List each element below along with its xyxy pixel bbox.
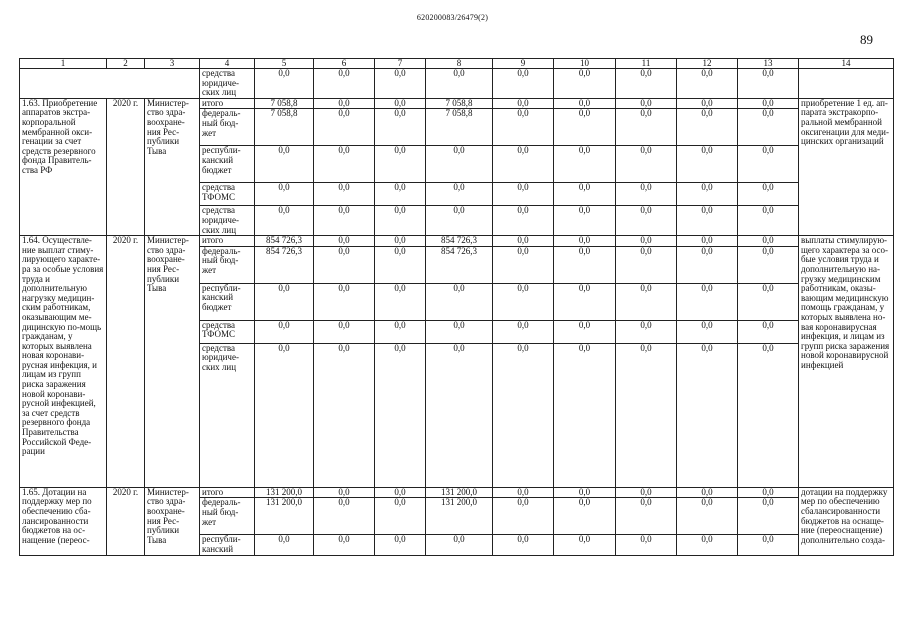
page-number: 89 bbox=[860, 32, 873, 47]
value-cell: 0,0 bbox=[616, 183, 677, 206]
value-cell: 0,0 bbox=[677, 320, 738, 343]
value-cell: 0,0 bbox=[314, 109, 375, 146]
value-cell: 0,0 bbox=[375, 246, 426, 283]
value-cell: 0,0 bbox=[554, 69, 616, 99]
value-cell: 0,0 bbox=[677, 498, 738, 535]
value-cell: 0,0 bbox=[493, 320, 554, 343]
value-cell: 0,0 bbox=[493, 535, 554, 555]
year-cell: 2020 г. bbox=[107, 487, 145, 555]
value-cell: 0,0 bbox=[375, 343, 426, 487]
source-cell: средства ТФОМС bbox=[200, 183, 255, 206]
value-cell: 0,0 bbox=[493, 246, 554, 283]
value-cell: 0,0 bbox=[493, 146, 554, 183]
value-cell: 0,0 bbox=[738, 236, 799, 247]
value-cell: 0,0 bbox=[426, 283, 493, 320]
value-cell: 0,0 bbox=[738, 146, 799, 183]
value-cell: 0,0 bbox=[677, 206, 738, 236]
source-cell: республи-канский бюджет bbox=[200, 146, 255, 183]
measure-name-cell: 1.63. Приобретение аппаратов экстра-корпоральной мембранной окси-генации за счет средств резервного фонда Правитель-ства РФ bbox=[20, 98, 107, 235]
value-cell: 0,0 bbox=[738, 98, 799, 109]
value-cell: 0,0 bbox=[677, 69, 738, 99]
value-cell: 0,0 bbox=[554, 98, 616, 109]
organization-cell: Министер-ство здра-воохране-ния Рес-публики Тыва bbox=[145, 487, 200, 555]
measure-name-cell: 1.64. Осуществле-ние выплат стиму-лирующего характе-ра за особые условия труда и дополнительную нагрузку медицин-ским работникам, оказывающим ме-дицинскую по-мощь гражданам, у которых выявлена новая коронави-русная инфекция, и лицам из групп риска заражения новой коронави-русной инфекцией, за счет средств резервного фонда Правительства Российской Феде-рации bbox=[20, 236, 107, 488]
value-cell: 0,0 bbox=[616, 283, 677, 320]
value-cell: 0,0 bbox=[493, 183, 554, 206]
value-cell: 0,0 bbox=[493, 69, 554, 99]
value-cell: 854 726,3 bbox=[255, 236, 314, 247]
table-row bbox=[20, 236, 894, 247]
value-cell: 0,0 bbox=[314, 343, 375, 487]
value-cell: 0,0 bbox=[738, 343, 799, 487]
continuation-note-cell bbox=[799, 69, 894, 99]
value-cell: 7 058,8 bbox=[255, 109, 314, 146]
source-cell: средства ТФОМС bbox=[200, 320, 255, 343]
value-cell: 0,0 bbox=[738, 183, 799, 206]
value-cell: 0,0 bbox=[554, 236, 616, 247]
source-cell: федераль-ный бюд-жет bbox=[200, 498, 255, 535]
value-cell: 0,0 bbox=[738, 283, 799, 320]
column-header: 14 bbox=[799, 59, 894, 69]
column-header: 13 bbox=[738, 59, 799, 69]
source-cell: итого bbox=[200, 236, 255, 247]
column-header: 9 bbox=[493, 59, 554, 69]
value-cell: 0,0 bbox=[255, 69, 314, 99]
budget-table bbox=[19, 58, 894, 556]
continuation-empty-cell bbox=[20, 69, 200, 99]
column-header: 10 bbox=[554, 59, 616, 69]
value-cell: 7 058,8 bbox=[426, 109, 493, 146]
value-cell: 0,0 bbox=[616, 498, 677, 535]
source-cell: средства юридиче-ских лиц bbox=[200, 69, 255, 99]
continuation-row bbox=[20, 69, 894, 99]
source-cell: средства юридиче-ских лиц bbox=[200, 343, 255, 487]
value-cell: 0,0 bbox=[616, 206, 677, 236]
value-cell: 0,0 bbox=[493, 206, 554, 236]
value-cell: 7 058,8 bbox=[255, 98, 314, 109]
value-cell: 0,0 bbox=[677, 535, 738, 555]
source-cell: республи-канский bbox=[200, 535, 255, 555]
organization-cell: Министер-ство здра-воохране-ния Рес-публики Тыва bbox=[145, 98, 200, 235]
value-cell: 0,0 bbox=[255, 206, 314, 236]
value-cell: 0,0 bbox=[375, 206, 426, 236]
column-header: 6 bbox=[314, 59, 375, 69]
value-cell: 854 726,3 bbox=[255, 246, 314, 283]
value-cell: 0,0 bbox=[375, 69, 426, 99]
value-cell: 0,0 bbox=[493, 343, 554, 487]
value-cell: 0,0 bbox=[375, 98, 426, 109]
value-cell: 0,0 bbox=[314, 246, 375, 283]
result-note-cell: выплаты стимулирую-щего характера за осо-бые условия труда и дополнительную на-грузку медицинским работникам, оказы-вающим медицинскую помощь гражданам, у которых выявлена но-вая коронавирусная инфекция, и лицам из групп риска заражения новой коронавирусной инфекцией bbox=[799, 236, 894, 488]
value-cell: 0,0 bbox=[375, 146, 426, 183]
value-cell: 0,0 bbox=[554, 246, 616, 283]
value-cell: 0,0 bbox=[677, 236, 738, 247]
value-cell: 0,0 bbox=[375, 498, 426, 535]
value-cell: 131 200,0 bbox=[426, 487, 493, 498]
column-header: 5 bbox=[255, 59, 314, 69]
value-cell: 0,0 bbox=[677, 283, 738, 320]
value-cell: 0,0 bbox=[677, 343, 738, 487]
column-header: 4 bbox=[200, 59, 255, 69]
value-cell: 0,0 bbox=[375, 535, 426, 555]
measure-name-cell: 1.65. Дотации на поддержку мер по обеспечению сба-лансированности бюджетов на ос-нащение (переос- bbox=[20, 487, 107, 555]
source-cell: федераль-ный бюд-жет bbox=[200, 246, 255, 283]
value-cell: 0,0 bbox=[677, 183, 738, 206]
value-cell: 0,0 bbox=[426, 69, 493, 99]
value-cell: 0,0 bbox=[616, 535, 677, 555]
value-cell: 0,0 bbox=[493, 487, 554, 498]
value-cell: 0,0 bbox=[314, 146, 375, 183]
document-id: 620200083/26479(2) bbox=[416, 13, 489, 22]
organization-cell: Министер-ство здра-воохране-ния Рес-публики Тыва bbox=[145, 236, 200, 488]
value-cell: 131 200,0 bbox=[255, 487, 314, 498]
value-cell: 131 200,0 bbox=[426, 498, 493, 535]
column-header-row bbox=[20, 59, 894, 69]
value-cell: 0,0 bbox=[255, 183, 314, 206]
value-cell: 0,0 bbox=[375, 183, 426, 206]
value-cell: 854 726,3 bbox=[426, 236, 493, 247]
value-cell: 0,0 bbox=[616, 343, 677, 487]
value-cell: 0,0 bbox=[738, 498, 799, 535]
value-cell: 0,0 bbox=[314, 236, 375, 247]
column-header: 1 bbox=[20, 59, 107, 69]
value-cell: 0,0 bbox=[677, 246, 738, 283]
value-cell: 0,0 bbox=[738, 535, 799, 555]
column-header: 8 bbox=[426, 59, 493, 69]
table-row bbox=[20, 98, 894, 109]
source-cell: итого bbox=[200, 487, 255, 498]
value-cell: 0,0 bbox=[677, 109, 738, 146]
value-cell: 0,0 bbox=[375, 320, 426, 343]
column-header: 12 bbox=[677, 59, 738, 69]
value-cell: 0,0 bbox=[426, 320, 493, 343]
value-cell: 0,0 bbox=[255, 146, 314, 183]
value-cell: 0,0 bbox=[314, 206, 375, 236]
value-cell: 0,0 bbox=[375, 283, 426, 320]
value-cell: 854 726,3 bbox=[426, 246, 493, 283]
value-cell: 0,0 bbox=[493, 283, 554, 320]
source-cell: федераль-ный бюд-жет bbox=[200, 109, 255, 146]
value-cell: 0,0 bbox=[426, 535, 493, 555]
column-header: 11 bbox=[616, 59, 677, 69]
value-cell: 0,0 bbox=[493, 109, 554, 146]
value-cell: 0,0 bbox=[554, 535, 616, 555]
result-note-cell: дотации на поддержку мер по обеспечению сбалансированности бюджетов на оснаще-ние (переоснащение) дополнительно созда- bbox=[799, 487, 894, 555]
value-cell: 0,0 bbox=[616, 109, 677, 146]
value-cell: 0,0 bbox=[426, 146, 493, 183]
year-cell: 2020 г. bbox=[107, 236, 145, 488]
value-cell: 0,0 bbox=[314, 283, 375, 320]
value-cell: 0,0 bbox=[314, 498, 375, 535]
result-note-cell: приобретение 1 ед. ап-парата экстракорпо-ральной мембранной оксигенации для меди-цинских организаций bbox=[799, 98, 894, 235]
source-cell: средства юридиче-ских лиц bbox=[200, 206, 255, 236]
value-cell: 0,0 bbox=[493, 98, 554, 109]
column-header: 3 bbox=[145, 59, 200, 69]
value-cell: 0,0 bbox=[493, 498, 554, 535]
value-cell: 0,0 bbox=[255, 535, 314, 555]
value-cell: 0,0 bbox=[554, 498, 616, 535]
value-cell: 0,0 bbox=[493, 236, 554, 247]
value-cell: 0,0 bbox=[738, 487, 799, 498]
value-cell: 0,0 bbox=[677, 487, 738, 498]
value-cell: 0,0 bbox=[255, 283, 314, 320]
value-cell: 131 200,0 bbox=[255, 498, 314, 535]
value-cell: 0,0 bbox=[616, 487, 677, 498]
value-cell: 0,0 bbox=[738, 246, 799, 283]
column-header: 7 bbox=[375, 59, 426, 69]
column-header: 2 bbox=[107, 59, 145, 69]
value-cell: 0,0 bbox=[616, 246, 677, 283]
value-cell: 0,0 bbox=[314, 69, 375, 99]
value-cell: 0,0 bbox=[677, 146, 738, 183]
value-cell: 0,0 bbox=[554, 206, 616, 236]
value-cell: 0,0 bbox=[554, 109, 616, 146]
value-cell: 0,0 bbox=[255, 320, 314, 343]
value-cell: 0,0 bbox=[738, 320, 799, 343]
value-cell: 0,0 bbox=[616, 98, 677, 109]
value-cell: 0,0 bbox=[738, 69, 799, 99]
value-cell: 0,0 bbox=[314, 320, 375, 343]
value-cell: 0,0 bbox=[554, 487, 616, 498]
value-cell: 0,0 bbox=[314, 98, 375, 109]
value-cell: 0,0 bbox=[616, 320, 677, 343]
value-cell: 0,0 bbox=[554, 343, 616, 487]
value-cell: 0,0 bbox=[426, 343, 493, 487]
value-cell: 0,0 bbox=[375, 236, 426, 247]
value-cell: 7 058,8 bbox=[426, 98, 493, 109]
value-cell: 0,0 bbox=[426, 183, 493, 206]
value-cell: 0,0 bbox=[616, 236, 677, 247]
value-cell: 0,0 bbox=[554, 146, 616, 183]
table-row bbox=[20, 487, 894, 498]
value-cell: 0,0 bbox=[554, 283, 616, 320]
value-cell: 0,0 bbox=[255, 343, 314, 487]
source-cell: республи-канский бюджет bbox=[200, 283, 255, 320]
year-cell: 2020 г. bbox=[107, 98, 145, 235]
value-cell: 0,0 bbox=[554, 183, 616, 206]
value-cell: 0,0 bbox=[554, 320, 616, 343]
value-cell: 0,0 bbox=[426, 206, 493, 236]
value-cell: 0,0 bbox=[375, 487, 426, 498]
value-cell: 0,0 bbox=[677, 98, 738, 109]
value-cell: 0,0 bbox=[616, 146, 677, 183]
value-cell: 0,0 bbox=[314, 535, 375, 555]
value-cell: 0,0 bbox=[738, 206, 799, 236]
value-cell: 0,0 bbox=[314, 487, 375, 498]
value-cell: 0,0 bbox=[616, 69, 677, 99]
source-cell: итого bbox=[200, 98, 255, 109]
value-cell: 0,0 bbox=[738, 109, 799, 146]
value-cell: 0,0 bbox=[375, 109, 426, 146]
value-cell: 0,0 bbox=[314, 183, 375, 206]
